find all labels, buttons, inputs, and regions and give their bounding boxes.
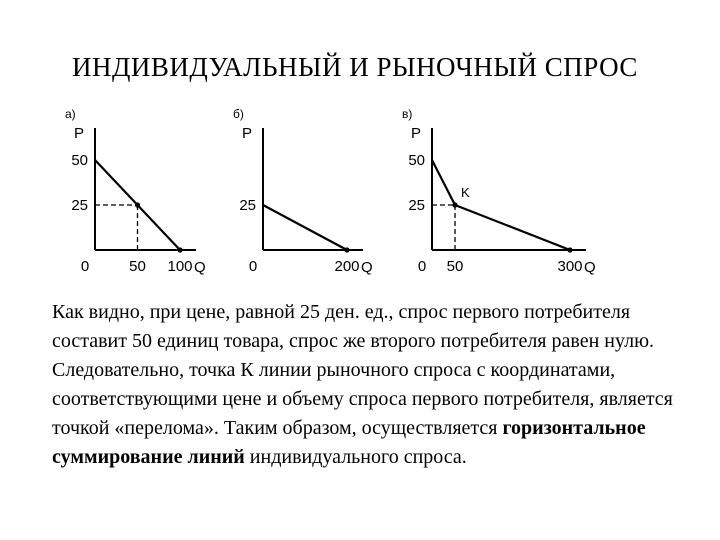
y-tick-label: 25 [239, 197, 256, 214]
y-tick-label: 50 [71, 152, 88, 169]
panel-label: а) [65, 107, 76, 121]
y-tick-label: 25 [71, 197, 88, 214]
chart-panel-b [233, 107, 373, 276]
panel-label: б) [233, 107, 244, 121]
y-tick-label: 50 [408, 152, 425, 169]
x-tick-label: 50 [129, 258, 146, 275]
x-axis-label: Q [194, 259, 206, 276]
panel-label: в) [402, 107, 413, 121]
x-tick-label: 200 [334, 258, 360, 275]
x-tick-label: 300 [557, 258, 583, 275]
explanation-paragraph [52, 298, 707, 472]
y-axis-label: P [74, 125, 85, 142]
kink-point-label: K [461, 185, 470, 200]
x-tick-label: 50 [446, 258, 464, 275]
x-axis-label: Q [584, 259, 596, 276]
paragraph-text-2: индивидуального спроса. [244, 446, 467, 468]
x-axis-label: Q [361, 259, 373, 276]
data-point [177, 247, 182, 252]
x-tick-label: 0 [248, 258, 258, 275]
demand-line [263, 205, 347, 250]
data-point [344, 247, 349, 252]
y-tick-label: 25 [408, 197, 425, 214]
y-axis-label: P [411, 125, 422, 142]
chart-panel-a [65, 107, 206, 276]
paragraph-bold-term: горизонтальное суммирование линий [52, 417, 646, 468]
chart-panel-c [402, 107, 596, 276]
page-title: ИНДИВИДУАЛЬНЫЙ И РЫНОЧНЫЙ СПРОС [72, 52, 638, 82]
data-point [135, 202, 140, 207]
data-point [452, 202, 457, 207]
x-tick-label: 100 [167, 258, 193, 275]
y-axis-label: P [242, 125, 253, 142]
x-tick-label: 0 [80, 258, 90, 275]
paragraph-text-1: Как видно, при цене, равной 25 ден. ед., спрос первого потребителя составит 50 единиц товара, спрос же второго потребителя равен нулю. Следовательно, точка К линии рыночного спроса с координатами, соответствующими цене и объему спроса первого потребителя, является точкой «перелома». Таким образом, осуществляется [52, 301, 673, 439]
data-point [567, 247, 572, 252]
x-tick-label: 0 [417, 258, 427, 275]
